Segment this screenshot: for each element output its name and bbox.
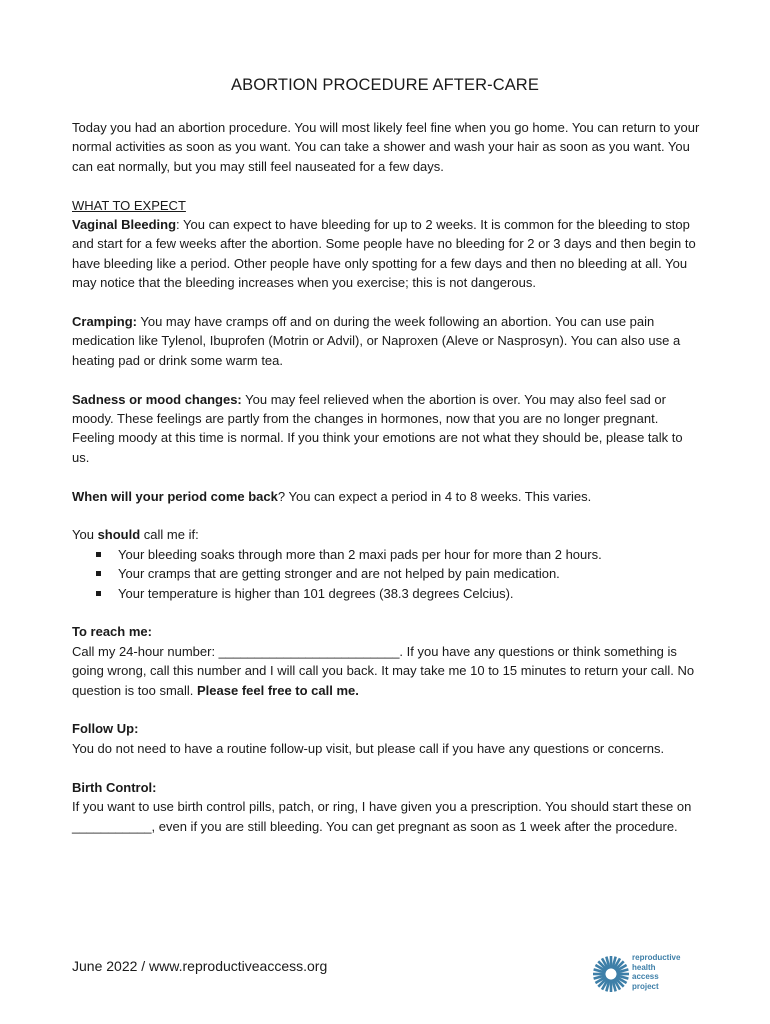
- mood-text: You may feel relieved when the abortion is over. You may also feel sad or moody. These feelings are partly from the changes in hormones, now that you are no longer pregnant. Feeling moody at this time is normal. If you think your emotions are not what they should be, please talk to us.: [72, 391, 683, 465]
- period-label: When will your period come back: [72, 488, 278, 504]
- cramping-paragraph: [72, 312, 702, 370]
- logo-wordmark: [632, 953, 680, 991]
- birth-control-heading: Birth Control:: [72, 779, 157, 795]
- follow-up-text: You do not need to have a routine follow-up visit, but please call if you have any questions or concerns.: [72, 740, 665, 756]
- reach-me-bold: Please feel free to call me.: [197, 682, 359, 698]
- vaginal-bleeding-paragraph: [72, 215, 702, 293]
- page-title: ABORTION PROCEDURE AFTER-CARE: [231, 76, 539, 94]
- vaginal-bleeding-text: : You can expect to have bleeding for up to 2 weeks. It is common for the bleeding to stop and start for a few weeks after the abortion. Some people have no bleeding for 2 or 3 days and then begin to have bleeding like a period. Other people have only spotting for a few days and then no bleeding at all. You may notice that the bleeding increases when you exercise; this is not dangerous.: [72, 217, 696, 291]
- list-item: Your cramps that are getting stronger and are not helped by pain medication.: [118, 564, 702, 583]
- birth-control-section: [72, 778, 702, 836]
- call-me-should: should: [97, 527, 141, 543]
- document-body: [72, 118, 702, 855]
- what-to-expect-heading: WHAT TO EXPECT: [72, 197, 186, 213]
- cramping-text: You may have cramps off and on during the week following an abortion. You can use pain medication like Tylenol, Ibuprofen (Motrin or Advil), or Naproxen (Aleve or Nasprosyn). You can also use a heating pad or drink some warm tea.: [72, 314, 681, 368]
- reach-me-body: Call my 24-hour number: _________________________. If you have any questions or think something is going wrong, call this number and I will call you back. It may take me 10 to 15 minutes to return your call. No question is too small.: [72, 643, 695, 698]
- logo-line: reproductive: [632, 953, 681, 962]
- rhap-logo: [592, 953, 692, 995]
- sunburst-logo-icon: [592, 955, 630, 993]
- follow-up-heading: Follow Up:: [72, 721, 139, 737]
- logo-line: project: [632, 981, 659, 991]
- intro-paragraph: Today you had an abortion procedure. You will most likely feel fine when you go home. You can return to your normal activities as soon as you want. You can take a shower and wash your hair as soon as you want. You can eat normally, but you may still feel nauseated for a few days.: [72, 120, 700, 174]
- list-item: Your bleeding soaks through more than 2 maxi pads per hour for more than 2 hours.: [118, 545, 702, 564]
- cramping-label: Cramping:: [72, 314, 137, 330]
- call-me-pre: You: [72, 527, 98, 543]
- mood-label: Sadness or mood changes:: [72, 391, 242, 407]
- birth-control-text: If you want to use birth control pills, patch, or ring, I have given you a prescription. You should start these on ___________, even if you are still bleeding. You can get pregnant as soon as 1 week after the procedure.: [72, 799, 692, 834]
- call-me-intro: [72, 525, 702, 544]
- period-paragraph: [72, 487, 702, 506]
- logo-line: access: [632, 972, 659, 981]
- reach-me-text: [72, 642, 702, 700]
- vaginal-bleeding-label: Vaginal Bleeding: [72, 217, 177, 233]
- reach-me-section: [72, 622, 702, 700]
- list-item: Your temperature is higher than 101 degrees (38.3 degrees Celcius).: [118, 584, 702, 603]
- call-me-post: call me if:: [140, 527, 199, 543]
- call-me-section: [72, 525, 702, 603]
- period-text: ? You can expect a period in 4 to 8 weeks. This varies.: [277, 488, 592, 504]
- logo-line: health: [632, 962, 656, 972]
- reach-me-heading: To reach me:: [72, 624, 152, 640]
- call-me-list: [72, 545, 702, 603]
- footer-text: June 2022 / www.reproductiveaccess.org: [72, 958, 328, 974]
- what-to-expect-section: [72, 196, 702, 293]
- follow-up-section: [72, 719, 702, 758]
- mood-paragraph: [72, 390, 702, 468]
